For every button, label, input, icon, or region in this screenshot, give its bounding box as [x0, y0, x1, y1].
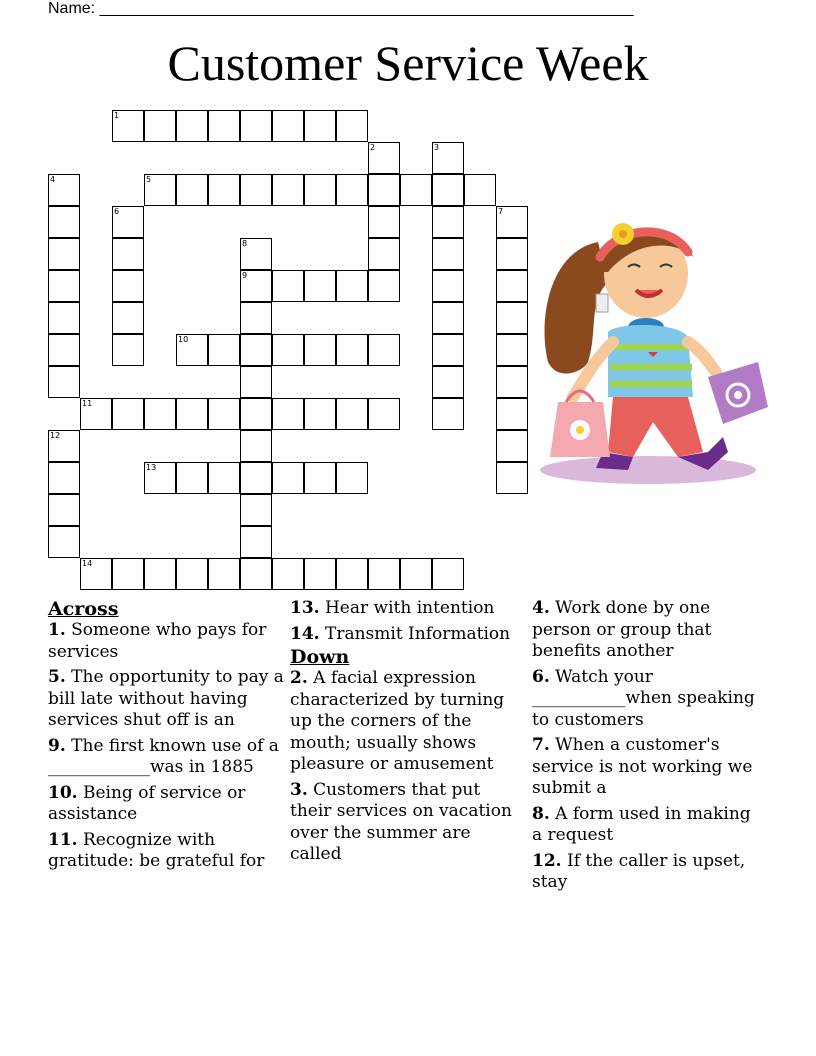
clue-number: 11 [82, 399, 93, 408]
grid-cell[interactable] [144, 110, 176, 142]
grid-cell[interactable] [208, 110, 240, 142]
grid-cell[interactable] [144, 462, 176, 494]
page-title: Customer Service Week [167, 35, 649, 91]
clue-number-label: 10. [48, 782, 78, 803]
grid-cell[interactable] [208, 462, 240, 494]
grid-cell[interactable] [48, 174, 80, 206]
grid-cell[interactable] [336, 174, 368, 206]
grid-cell[interactable] [272, 174, 304, 206]
grid-cell[interactable] [272, 462, 304, 494]
grid-cell[interactable] [368, 270, 400, 302]
grid-cell[interactable] [48, 526, 80, 558]
grid-cell[interactable] [176, 110, 208, 142]
grid-cell[interactable] [176, 334, 208, 366]
grid-cell[interactable] [432, 270, 464, 302]
grid-cell[interactable] [48, 430, 80, 462]
grid-cell[interactable] [112, 110, 144, 142]
clues-column-3 [532, 598, 762, 898]
grid-cell[interactable] [368, 398, 400, 430]
down-clues-list-cont [532, 598, 762, 894]
clue-item [532, 804, 762, 847]
shadow-shape [540, 456, 756, 484]
clue-text: Watch your ___________when speaking to customers [532, 666, 755, 730]
grid-cell[interactable] [176, 174, 208, 206]
clue-item [48, 667, 284, 732]
clue-text: Someone who pays for services [48, 620, 267, 662]
clue-text: Work done by one person or group that benefits another [532, 598, 712, 661]
grid-cell[interactable] [208, 558, 240, 590]
grid-cell[interactable] [112, 270, 144, 302]
clue-number: 4 [50, 175, 56, 184]
clue-number-label: 9. [48, 735, 66, 756]
clue-number: 6 [114, 207, 120, 216]
grid-cell[interactable] [208, 174, 240, 206]
grid-cell[interactable] [336, 110, 368, 142]
grid-cell[interactable] [336, 398, 368, 430]
grid-cell[interactable] [240, 110, 272, 142]
clue-number: 3 [434, 143, 440, 152]
grid-cell[interactable] [336, 558, 368, 590]
grid-cell[interactable] [272, 334, 304, 366]
grid-cell[interactable] [176, 558, 208, 590]
grid-cell[interactable] [432, 366, 464, 398]
clue-number-label: 6. [532, 666, 550, 687]
clue-number-label: 5. [48, 667, 66, 687]
clue-number: 8 [242, 239, 248, 248]
grid-cell[interactable] [368, 558, 400, 590]
grid-cell[interactable] [304, 174, 336, 206]
grid-cell[interactable] [112, 558, 144, 590]
grid-cell[interactable] [336, 270, 368, 302]
clue-number: 9 [242, 271, 248, 280]
grid-cell[interactable] [400, 558, 432, 590]
grid-cell[interactable] [144, 558, 176, 590]
grid-cell[interactable] [208, 334, 240, 366]
clue-text: Being of service or assistance [48, 782, 246, 824]
grid-cell[interactable] [240, 174, 272, 206]
clue-number-label: 14. [290, 623, 320, 644]
clue-text: Hear with intention [319, 598, 495, 618]
grid-cell[interactable] [496, 398, 528, 430]
grid-cell[interactable] [304, 334, 336, 366]
clue-number-label: 4. [532, 598, 550, 618]
clue-item [48, 830, 284, 873]
down-clues-list [290, 668, 526, 866]
clue-number: 12 [50, 431, 61, 440]
clue-number: 10 [178, 335, 189, 344]
grid-cell[interactable] [432, 398, 464, 430]
grid-cell[interactable] [496, 270, 528, 302]
grid-cell[interactable] [48, 462, 80, 494]
grid-cell[interactable] [496, 206, 528, 238]
clue-item [532, 851, 762, 894]
clue-text: A form used in making a request [532, 803, 751, 845]
grid-cell[interactable] [240, 334, 272, 366]
grid-cell[interactable] [48, 302, 80, 334]
grid-cell[interactable] [496, 462, 528, 494]
clue-number: 7 [498, 207, 504, 216]
clue-text: Recognize with gratitude: be grateful for [48, 829, 265, 871]
clue-item [532, 598, 762, 663]
across-heading: Across [48, 598, 119, 620]
grid-cell[interactable] [336, 334, 368, 366]
clue-item [290, 780, 526, 866]
grid-cell[interactable] [112, 398, 144, 430]
earring [596, 294, 608, 312]
grid-cell[interactable] [272, 558, 304, 590]
grid-cell[interactable] [304, 558, 336, 590]
grid-cell[interactable] [240, 558, 272, 590]
grid-cell[interactable] [80, 398, 112, 430]
clue-item [532, 735, 762, 800]
grid-cell[interactable] [368, 238, 400, 270]
grid-cell[interactable] [304, 110, 336, 142]
grid-cell[interactable] [496, 238, 528, 270]
grid-cell[interactable] [176, 398, 208, 430]
grid-cell[interactable] [48, 206, 80, 238]
clue-item [290, 598, 526, 620]
grid-cell[interactable] [432, 238, 464, 270]
clue-text: The first known use of a ____________was in 1885 [48, 735, 279, 777]
clue-number: 14 [82, 559, 93, 568]
down-heading: Down [290, 646, 350, 668]
grid-cell[interactable] [112, 302, 144, 334]
clue-number-label: 12. [532, 850, 562, 871]
grid-cell[interactable] [80, 558, 112, 590]
grid-cell[interactable] [496, 366, 528, 398]
grid-cell[interactable] [496, 430, 528, 462]
grid-cell[interactable] [112, 334, 144, 366]
clue-item [290, 668, 526, 776]
across-clues-list [48, 620, 284, 873]
shopping-girl-illustration [528, 212, 768, 492]
grid-cell[interactable] [240, 270, 272, 302]
grid-cell[interactable] [272, 398, 304, 430]
clues-column-1 [48, 598, 284, 877]
grid-cell[interactable] [48, 366, 80, 398]
grid-cell[interactable] [48, 494, 80, 526]
clue-number-label: 7. [532, 735, 550, 755]
clue-number-label: 11. [48, 829, 78, 850]
clue-number-label: 8. [532, 803, 550, 824]
grid-cell[interactable] [240, 430, 272, 462]
clue-number: 1 [114, 111, 120, 120]
name-field[interactable]: Name: ____________________________________________________________ [48, 0, 634, 17]
clue-item [48, 783, 284, 826]
right-arm [688, 342, 716, 372]
grid-cell[interactable] [496, 302, 528, 334]
grid-cell[interactable] [432, 174, 464, 206]
grid-cell[interactable] [240, 462, 272, 494]
grid-cell[interactable] [304, 398, 336, 430]
clue-number-label: 13. [290, 598, 320, 618]
clue-text: When a customer's service is not working we submit a [532, 735, 753, 798]
grid-cell[interactable] [336, 462, 368, 494]
clue-text: If the caller is upset, stay [532, 850, 746, 892]
clue-number-label: 3. [290, 779, 308, 800]
grid-cell[interactable] [368, 334, 400, 366]
pants [608, 397, 703, 457]
clue-number: 2 [370, 143, 376, 152]
grid-cell[interactable] [176, 462, 208, 494]
grid-cell[interactable] [240, 238, 272, 270]
across-clues-list-cont [290, 598, 526, 645]
grid-cell[interactable] [432, 206, 464, 238]
grid-cell[interactable] [432, 302, 464, 334]
grid-cell[interactable] [240, 526, 272, 558]
clue-text: Customers that put their services on vacation over the summer are called [290, 779, 512, 864]
grid-cell[interactable] [304, 462, 336, 494]
grid-cell[interactable] [368, 206, 400, 238]
grid-cell[interactable] [368, 142, 400, 174]
clue-text: The opportunity to pay a bill late without having services shut off is an [48, 667, 284, 730]
grid-cell[interactable] [112, 238, 144, 270]
grid-cell[interactable] [208, 398, 240, 430]
clue-item [532, 667, 762, 732]
clue-item [290, 624, 526, 646]
grid-cell[interactable] [240, 366, 272, 398]
grid-cell[interactable] [144, 398, 176, 430]
grid-cell[interactable] [432, 142, 464, 174]
grid-cell[interactable] [272, 270, 304, 302]
grid-cell[interactable] [48, 334, 80, 366]
grid-cell[interactable] [144, 174, 176, 206]
grid-cell[interactable] [368, 174, 400, 206]
clue-text: A facial expression characterized by turning up the corners of the mouth; usually shows pleasure or amusement [290, 668, 505, 774]
grid-cell[interactable] [496, 334, 528, 366]
grid-cell[interactable] [464, 174, 496, 206]
clue-number: 13 [146, 463, 157, 472]
clue-number: 5 [146, 175, 152, 184]
clue-item [48, 736, 284, 779]
grid-cell[interactable] [304, 270, 336, 302]
clue-text: Transmit Information [319, 623, 511, 644]
grid-cell[interactable] [48, 238, 80, 270]
clue-number-label: 1. [48, 620, 66, 640]
grid-cell[interactable] [112, 206, 144, 238]
grid-cell[interactable] [432, 334, 464, 366]
grid-cell[interactable] [272, 110, 304, 142]
grid-cell[interactable] [400, 174, 432, 206]
grid-cell[interactable] [48, 270, 80, 302]
grid-cell[interactable] [240, 494, 272, 526]
clue-item [48, 620, 284, 663]
grid-cell[interactable] [432, 558, 464, 590]
clue-number-label: 2. [290, 668, 308, 688]
clues-column-2 [290, 598, 526, 870]
grid-cell[interactable] [240, 302, 272, 334]
grid-cell[interactable] [240, 398, 272, 430]
